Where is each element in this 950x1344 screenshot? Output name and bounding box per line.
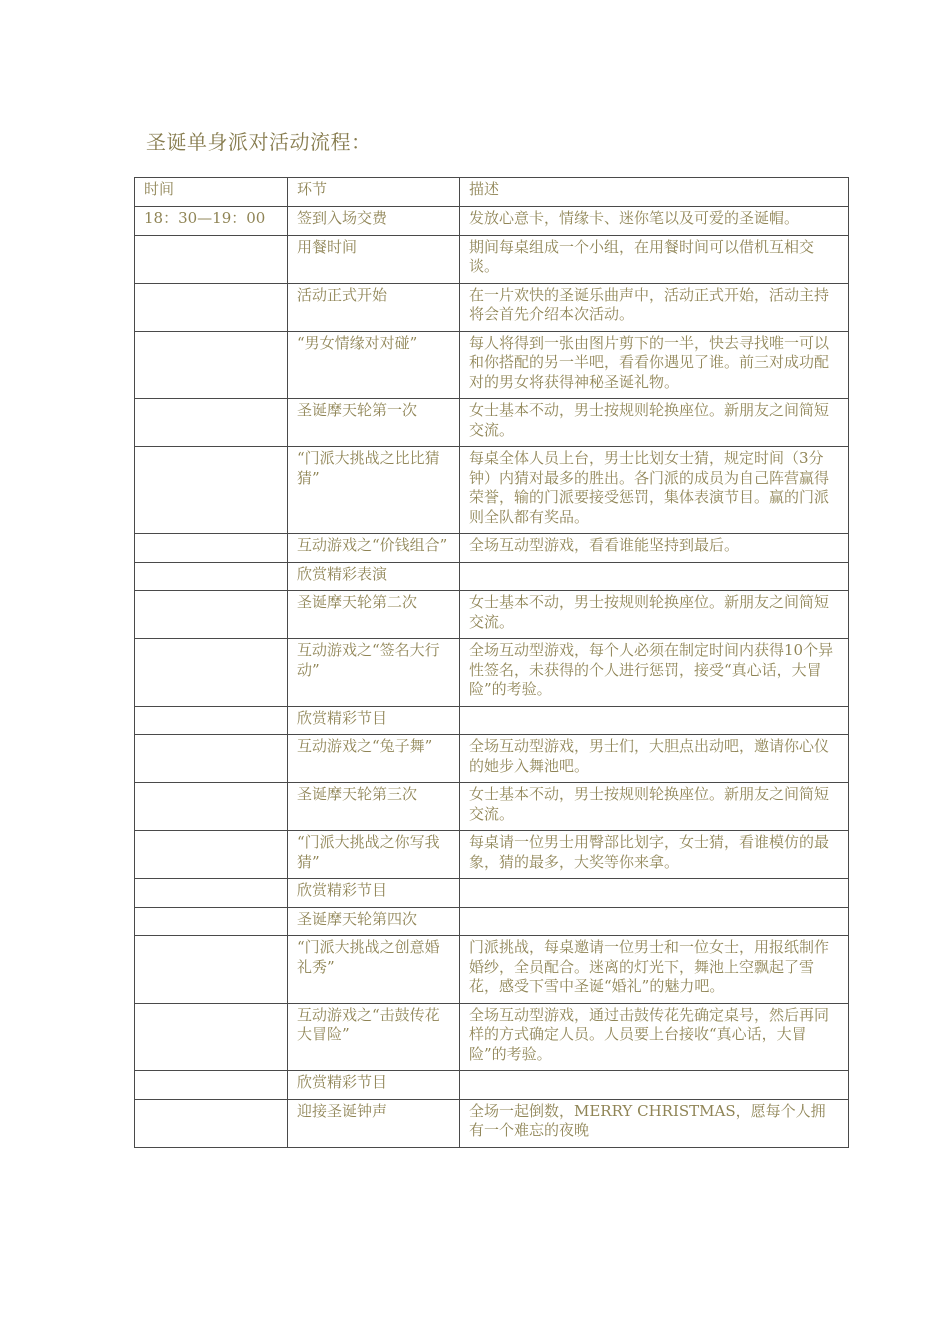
table-row: [135, 283, 849, 331]
cell-time: [135, 1099, 288, 1147]
cell-segment: “门派大挑战之你写我猜”: [288, 831, 460, 879]
cell-segment: 互动游戏之“签名大行动”: [288, 639, 460, 707]
table-row: [135, 1099, 849, 1147]
schedule-table: [134, 177, 849, 1148]
table-header-row: [135, 178, 849, 207]
cell-time: [135, 639, 288, 707]
cell-time: [135, 879, 288, 908]
cell-segment: 互动游戏之“兔子舞”: [288, 735, 460, 783]
cell-description: [460, 562, 849, 591]
cell-segment: 欣赏精彩节目: [288, 706, 460, 735]
cell-time: [135, 562, 288, 591]
cell-time: 18：30—19：00: [135, 207, 288, 236]
cell-description: 每桌全体人员上台，男士比划女士猜，规定时间（3分钟）内猜对最多的胜出。各门派的成员为自己阵营赢得荣誉，输的门派要接受惩罚，集体表演节目。赢的门派则全队都有奖品。: [460, 447, 849, 534]
cell-time: [135, 706, 288, 735]
cell-time: [135, 447, 288, 534]
table-row: [135, 735, 849, 783]
cell-segment: 圣诞摩天轮第三次: [288, 783, 460, 831]
cell-time: [135, 235, 288, 283]
cell-description: [460, 907, 849, 936]
cell-description: [460, 706, 849, 735]
cell-time: [135, 591, 288, 639]
table-row: [135, 936, 849, 1004]
cell-description: 期间每桌组成一个小组，在用餐时间可以借机互相交谈。: [460, 235, 849, 283]
table-row: [135, 591, 849, 639]
cell-segment: 欣赏精彩表演: [288, 562, 460, 591]
cell-description: [460, 879, 849, 908]
table-row: [135, 331, 849, 399]
cell-time: [135, 907, 288, 936]
cell-description: 每桌请一位男士用臀部比划字，女士猜，看谁模仿的最象，猜的最多，大奖等你来拿。: [460, 831, 849, 879]
header-time: 时间: [135, 178, 288, 207]
cell-time: [135, 399, 288, 447]
table-row: [135, 1003, 849, 1071]
table-row: [135, 399, 849, 447]
cell-time: [135, 1071, 288, 1100]
cell-time: [135, 1003, 288, 1071]
cell-segment: “门派大挑战之比比猜猜”: [288, 447, 460, 534]
cell-description: 女士基本不动，男士按规则轮换座位。新朋友之间简短交流。: [460, 591, 849, 639]
page-title: 圣诞单身派对活动流程：: [146, 130, 372, 154]
cell-segment: “门派大挑战之创意婚礼秀”: [288, 936, 460, 1004]
cell-segment: 互动游戏之“价钱组合”: [288, 534, 460, 563]
cell-time: [135, 331, 288, 399]
table-row: [135, 1071, 849, 1100]
cell-segment: 欣赏精彩节目: [288, 879, 460, 908]
cell-segment: 圣诞摩天轮第一次: [288, 399, 460, 447]
table-row: [135, 831, 849, 879]
table-row: [135, 534, 849, 563]
cell-description: 在一片欢快的圣诞乐曲声中，活动正式开始，活动主持将会首先介绍本次活动。: [460, 283, 849, 331]
table-row: [135, 447, 849, 534]
cell-description: 全场一起倒数，MERRY CHRISTMAS，愿每个人拥有一个难忘的夜晚: [460, 1099, 849, 1147]
cell-description: 全场互动型游戏，每个人必须在制定时间内获得10个异性签名，未获得的个人进行惩罚，接受“真心话，大冒险”的考验。: [460, 639, 849, 707]
cell-segment: 圣诞摩天轮第四次: [288, 907, 460, 936]
header-description: 描述: [460, 178, 849, 207]
cell-segment: 欣赏精彩节目: [288, 1071, 460, 1100]
table-row: [135, 706, 849, 735]
table-row: [135, 207, 849, 236]
cell-segment: 圣诞摩天轮第二次: [288, 591, 460, 639]
cell-description: 全场互动型游戏，通过击鼓传花先确定桌号，然后再同样的方式确定人员。人员要上台接收“真心话，大冒险”的考验。: [460, 1003, 849, 1071]
cell-time: [135, 783, 288, 831]
cell-segment: 用餐时间: [288, 235, 460, 283]
cell-segment: 迎接圣诞钟声: [288, 1099, 460, 1147]
cell-description: 门派挑战，每桌邀请一位男士和一位女士，用报纸制作婚纱，全员配合。迷离的灯光下，舞池上空飘起了雪花，感受下雪中圣诞“婚礼”的魅力吧。: [460, 936, 849, 1004]
cell-description: 女士基本不动，男士按规则轮换座位。新朋友之间简短交流。: [460, 783, 849, 831]
cell-time: [135, 735, 288, 783]
table-row: [135, 783, 849, 831]
cell-time: [135, 831, 288, 879]
cell-description: 全场互动型游戏，看看谁能坚持到最后。: [460, 534, 849, 563]
cell-time: [135, 283, 288, 331]
cell-segment: 签到入场交费: [288, 207, 460, 236]
cell-description: 全场互动型游戏，男士们，大胆点出动吧，邀请你心仪的她步入舞池吧。: [460, 735, 849, 783]
cell-segment: “男女情缘对对碰”: [288, 331, 460, 399]
cell-segment: 互动游戏之“击鼓传花大冒险”: [288, 1003, 460, 1071]
table-row: [135, 235, 849, 283]
cell-time: [135, 534, 288, 563]
cell-segment: 活动正式开始: [288, 283, 460, 331]
cell-description: [460, 1071, 849, 1100]
cell-description: 发放心意卡，情缘卡、迷你笔以及可爱的圣诞帽。: [460, 207, 849, 236]
cell-description: 每人将得到一张由图片剪下的一半，快去寻找唯一可以和你搭配的另一半吧，看看你遇见了谁。前三对成功配对的男女将获得神秘圣诞礼物。: [460, 331, 849, 399]
table-row: [135, 639, 849, 707]
table-row: [135, 562, 849, 591]
table-row: [135, 879, 849, 908]
cell-time: [135, 936, 288, 1004]
header-segment: 环节: [288, 178, 460, 207]
cell-description: 女士基本不动，男士按规则轮换座位。新朋友之间简短交流。: [460, 399, 849, 447]
table-row: [135, 907, 849, 936]
